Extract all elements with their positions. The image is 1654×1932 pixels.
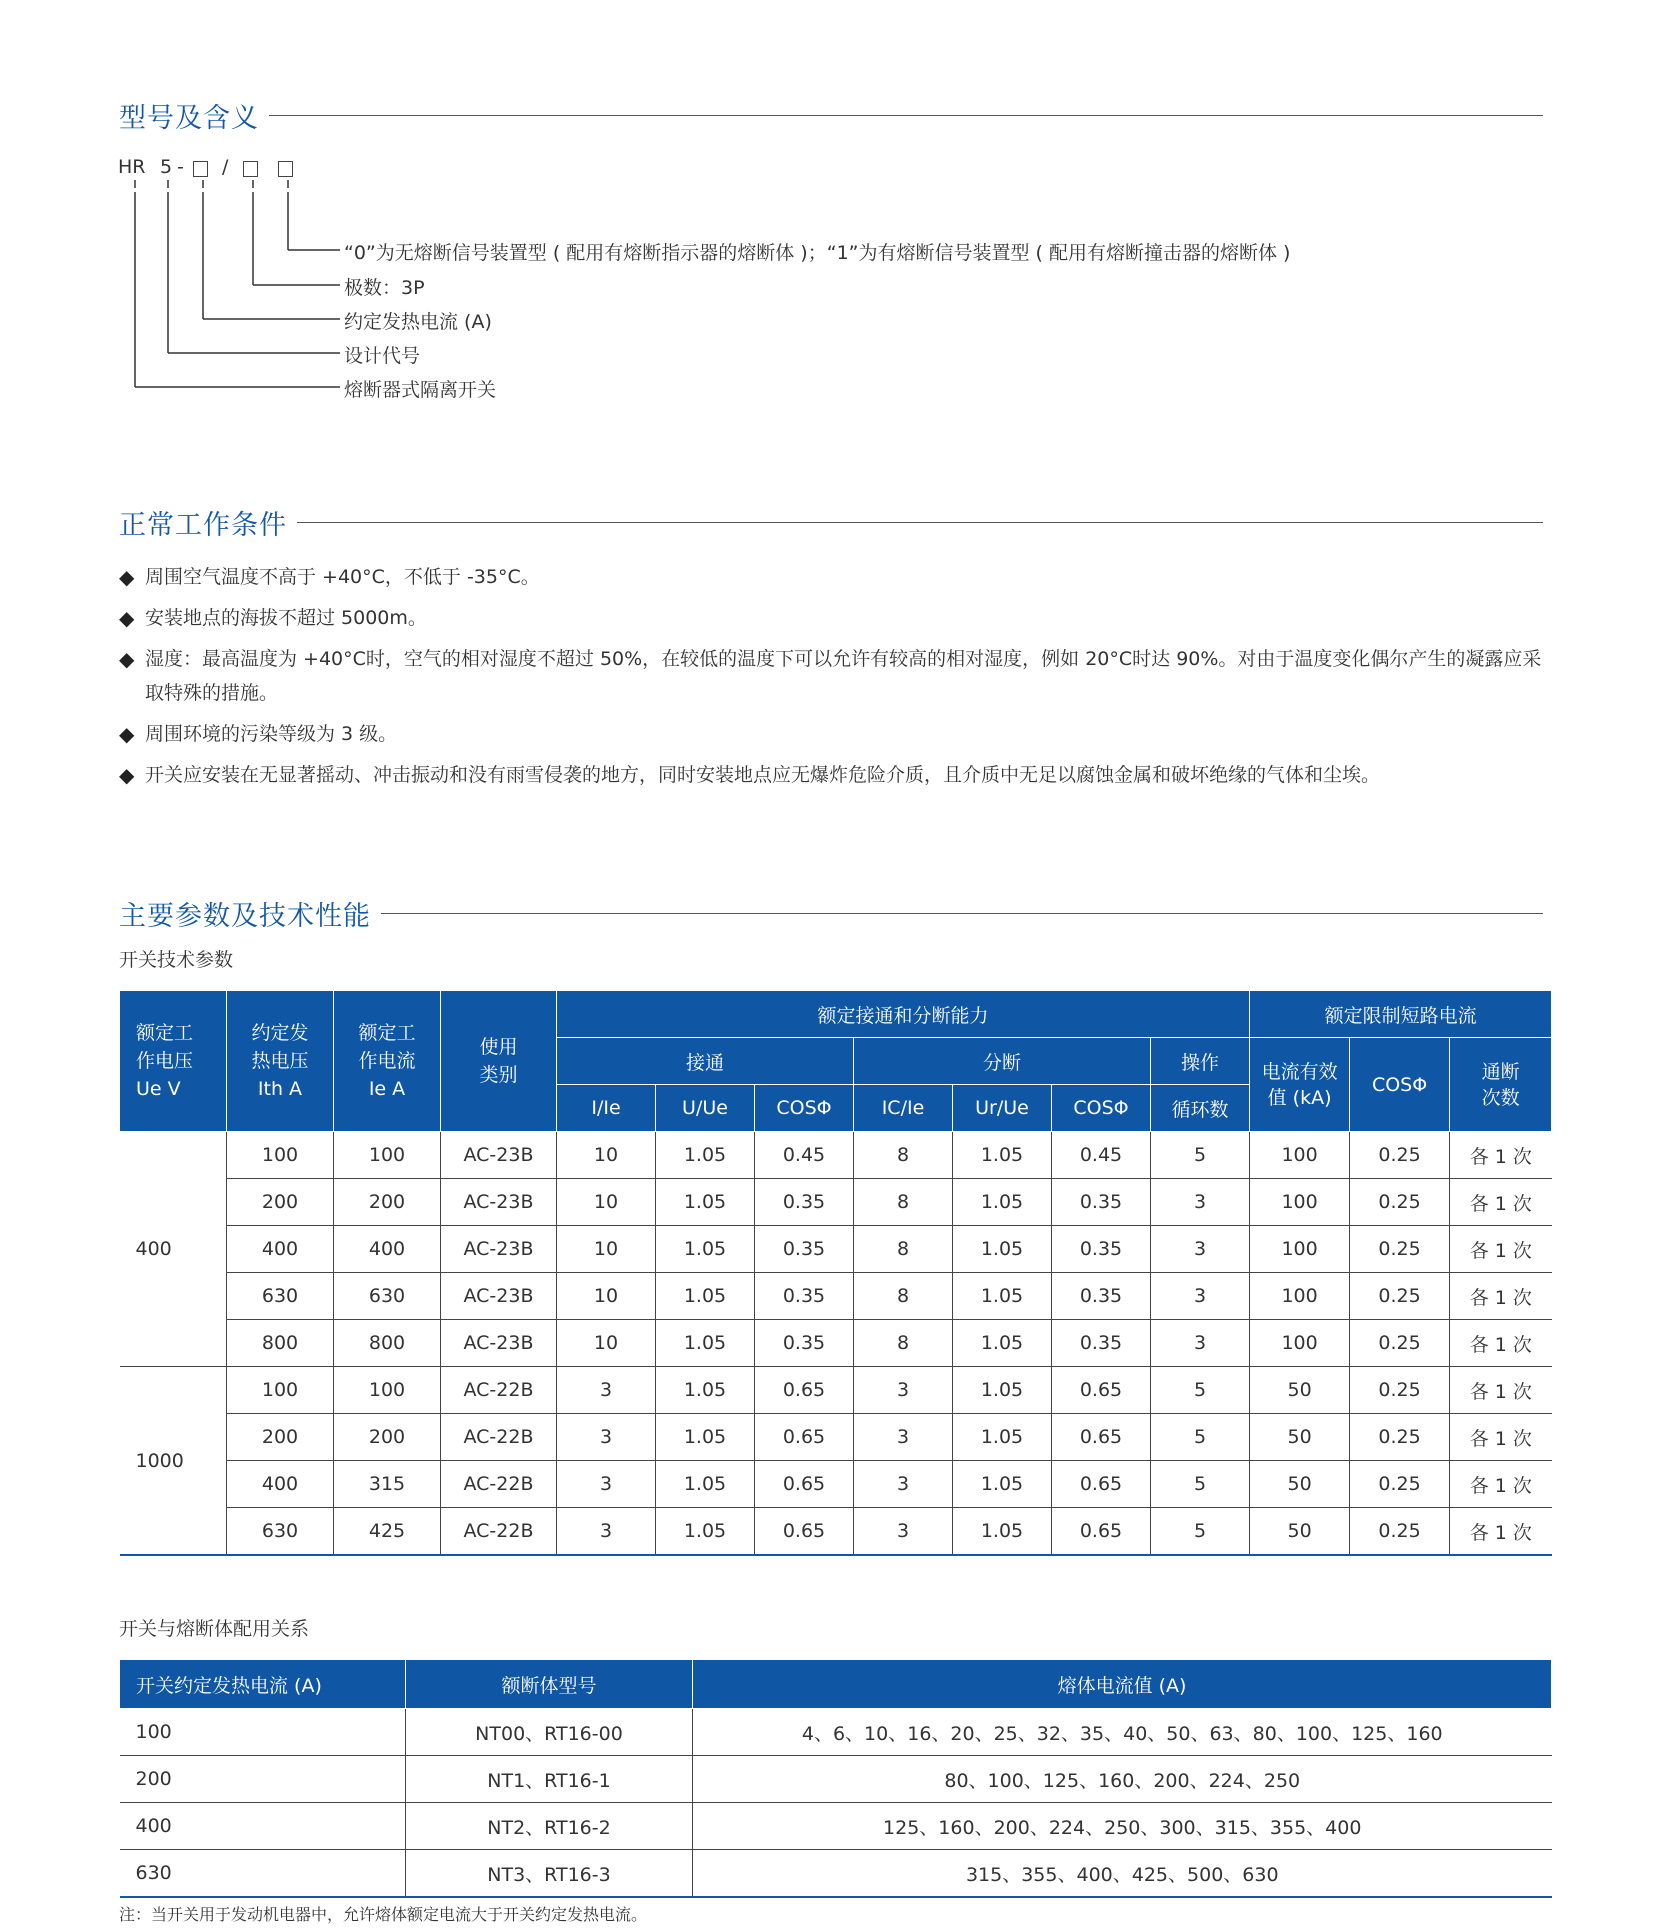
table-cell: 各 1 次 [1450,1367,1552,1414]
meaning-signal: “0”为无熔断信号装置型 ( 配用有熔断指示器的熔断体 )；“1”为有熔断信号装置型 ( 配用有熔断撞击器的熔断体 ) [344,242,1291,264]
table-cell: 各 1 次 [1450,1179,1552,1226]
table-cell: 各 1 次 [1450,1320,1552,1367]
bullet-diamond-icon: ◆ [119,565,135,589]
table-cell: AC-23B [441,1320,557,1367]
th-op: 操作 [1151,1038,1250,1085]
table-cell: 400 [227,1461,334,1508]
table-cell: 1.05 [953,1367,1052,1414]
table-cell: 100 [227,1132,334,1179]
code-five: 5 [160,156,173,178]
bullet-diamond-icon: ◆ [119,722,135,746]
table-cell: 100 [334,1132,441,1179]
th-break: 分断 [854,1038,1151,1085]
table-cell: 1.05 [656,1461,755,1508]
th-i-ie: I/Ie [557,1085,656,1132]
th-capacity: 额定接通和分断能力 [557,991,1250,1038]
table-cell: 1.05 [953,1508,1052,1556]
th-cos-make: COSΦ [755,1085,854,1132]
th-rated-current: 额定工 作电流 Ie A [334,991,441,1132]
table-cell: NT2、RT16-2 [406,1803,693,1850]
table-cell: 100 [1250,1179,1350,1226]
table-cell: 4、6、10、16、20、25、32、35、40、50、63、80、100、125、160 [693,1709,1552,1756]
bullet-diamond-icon: ◆ [119,606,135,630]
th-category: 使用 类别 [441,991,557,1132]
table-cell: 3 [557,1508,656,1556]
th-fuse-values: 熔体电流值 (A) [693,1660,1552,1709]
table-cell: 5 [1151,1508,1250,1556]
table-cell: 200 [120,1756,406,1803]
meaning-current: 约定发热电流 (A) [344,311,492,333]
table-cell: 200 [227,1414,334,1461]
table-cell: 425 [334,1508,441,1556]
table-cell: 1.05 [656,1273,755,1320]
table-cell: 200 [334,1414,441,1461]
table-cell: 0.25 [1350,1179,1450,1226]
table-cell: 5 [1151,1132,1250,1179]
table-cell: 3 [1151,1320,1250,1367]
table-cell: 80、100、125、160、200、224、250 [693,1756,1552,1803]
table2-caption: 开关与熔断体配用关系 [119,1618,310,1640]
fuse-matching-table [119,1659,1552,1898]
table-cell: 0.25 [1350,1226,1450,1273]
table-cell: 1.05 [953,1226,1052,1273]
table-row [120,1508,1552,1556]
table-cell: 3 [854,1461,953,1508]
table-cell: 315 [334,1461,441,1508]
table-cell: 100 [227,1367,334,1414]
table-cell: 630 [120,1850,406,1898]
table-cell: 1.05 [953,1132,1052,1179]
table-row [120,1179,1552,1226]
table-cell: 8 [854,1273,953,1320]
table-cell: 1.05 [953,1320,1052,1367]
table-cell: 125、160、200、224、250、300、315、355、400 [693,1803,1552,1850]
switch-tech-params-table [119,990,1552,1556]
table-cell: 50 [1250,1367,1350,1414]
table-cell: 1.05 [656,1414,755,1461]
table-cell: 0.65 [1052,1508,1151,1556]
table-cell: 5 [1151,1461,1250,1508]
code-slash: / [222,156,229,178]
table-cell: 5 [1151,1414,1250,1461]
table-cell: NT00、RT16-00 [406,1709,693,1756]
table-cell: 630 [227,1273,334,1320]
table-cell: 0.45 [755,1132,854,1179]
table-cell: 3 [854,1414,953,1461]
table-cell: 0.65 [755,1461,854,1508]
table-cell: 630 [227,1508,334,1556]
cell-rated-voltage: 1000 [120,1367,227,1556]
table-cell: 200 [334,1179,441,1226]
meaning-poles: 极数：3P [344,277,425,299]
table-cell: 100 [1250,1273,1350,1320]
code-dash: - [177,156,184,178]
table-cell: 各 1 次 [1450,1461,1552,1508]
th-ur-ue: Ur/Ue [953,1085,1052,1132]
table-cell: AC-23B [441,1179,557,1226]
table-cell: 1.05 [656,1179,755,1226]
table-cell: 0.25 [1350,1132,1450,1179]
cell-rated-voltage: 400 [120,1132,227,1367]
table-cell: AC-22B [441,1461,557,1508]
th-cos: COSΦ [1350,1038,1450,1132]
meaning-switch-type: 熔断器式隔离开关 [344,379,497,401]
table-cell: 0.25 [1350,1273,1450,1320]
condition-item: ◆ 湿度：最高温度为 +40°C时，空气的相对湿度不超过 50%，在较低的温度下可以允许有较高的相对湿度，例如 20°C时达 90%。对由于温度变化偶尔产生的凝露应采取特殊的措施。 [119,642,1549,710]
section-divider [381,913,1543,914]
condition-item: ◆ 开关应安装在无显著摇动、冲击振动和没有雨雪侵袭的地方，同时安装地点应无爆炸危险介质，且介质中无足以腐蚀金属和破坏绝缘的气体和尘埃。 [119,758,1549,792]
table-cell: 8 [854,1132,953,1179]
table-cell: 1.05 [656,1367,755,1414]
table-cell: 8 [854,1226,953,1273]
th-u-ue: U/Ue [656,1085,755,1132]
table-cell: 400 [227,1226,334,1273]
table-cell: 8 [854,1320,953,1367]
table-cell: 0.25 [1350,1414,1450,1461]
table-cell: 3 [557,1367,656,1414]
table-cell: 10 [557,1179,656,1226]
table-cell: 0.65 [755,1414,854,1461]
table-row [120,1320,1552,1367]
table-cell: 各 1 次 [1450,1132,1552,1179]
condition-item: ◆ 安装地点的海拔不超过 5000m。 [119,601,1549,635]
model-code-tree [0,0,1654,420]
th-ka: 电流有效 值 (kA) [1250,1038,1350,1132]
table-cell: 0.65 [1052,1461,1151,1508]
table-row [120,1850,1552,1898]
table-cell: 0.65 [1052,1414,1151,1461]
table-cell: 0.25 [1350,1508,1450,1556]
table-cell: 100 [334,1367,441,1414]
th-make: 接通 [557,1038,854,1085]
section-title: 型号及含义 [119,103,259,134]
table-cell: AC-22B [441,1508,557,1556]
table-cell: AC-23B [441,1273,557,1320]
table-cell: 各 1 次 [1450,1226,1552,1273]
conditions-list [119,560,1549,792]
th-ic-ie: IC/Ie [854,1085,953,1132]
table-row [120,1461,1552,1508]
table-cell: 3 [1151,1273,1250,1320]
table-cell: 800 [227,1320,334,1367]
section-divider [297,522,1543,523]
table-cell: 400 [334,1226,441,1273]
table-cell: 100 [1250,1226,1350,1273]
condition-item: ◆ 周围环境的污染等级为 3 级。 [119,717,1549,751]
table-cell: 各 1 次 [1450,1273,1552,1320]
table-row [120,1414,1552,1461]
th-switch-current: 开关约定发热电流 (A) [120,1660,406,1709]
table-cell: NT3、RT16-3 [406,1850,693,1898]
section-title: 主要参数及技术性能 [119,901,371,932]
table-cell: 10 [557,1132,656,1179]
th-fuse-model: 额断体型号 [406,1660,693,1709]
table-cell: NT1、RT16-1 [406,1756,693,1803]
table-cell: 0.35 [755,1273,854,1320]
table-cell: 1.05 [656,1320,755,1367]
table-cell: 0.25 [1350,1367,1450,1414]
table-cell: AC-22B [441,1414,557,1461]
table-cell: 各 1 次 [1450,1508,1552,1556]
table-cell: 1.05 [656,1508,755,1556]
table-row [120,1226,1552,1273]
table-cell: 3 [854,1367,953,1414]
meaning-design-code: 设计代号 [344,345,421,367]
table-cell: 100 [120,1709,406,1756]
table-row [120,1273,1552,1320]
table-row [120,1756,1552,1803]
table-cell: AC-23B [441,1132,557,1179]
table-cell: 1.05 [953,1179,1052,1226]
th-cos-break: COSΦ [1052,1085,1151,1132]
table-cell: 0.45 [1052,1132,1151,1179]
th-cycles: 循环数 [1151,1085,1250,1132]
table-cell: 8 [854,1179,953,1226]
table-cell: 50 [1250,1508,1350,1556]
table-cell: 100 [1250,1132,1350,1179]
table-cell: 630 [334,1273,441,1320]
bullet-diamond-icon: ◆ [119,763,135,787]
table-cell: 0.35 [1052,1273,1151,1320]
table-cell: 400 [120,1803,406,1850]
th-thermal: 约定发 热电压 Ith A [227,991,334,1132]
th-times: 通断 次数 [1450,1038,1552,1132]
table-cell: 0.25 [1350,1320,1450,1367]
table-cell: 0.65 [1052,1367,1151,1414]
table-cell: 800 [334,1320,441,1367]
table-cell: 315、355、400、425、500、630 [693,1850,1552,1898]
table-cell: 50 [1250,1414,1350,1461]
bullet-diamond-icon: ◆ [119,647,135,671]
table-cell: 各 1 次 [1450,1414,1552,1461]
table-cell: 3 [557,1461,656,1508]
table-cell: 1.05 [953,1414,1052,1461]
table1-caption: 开关技术参数 [119,949,234,971]
th-rated-voltage: 额定工 作电压 Ue V [120,991,227,1132]
table-cell: 50 [1250,1461,1350,1508]
table-cell: AC-23B [441,1226,557,1273]
section-title: 正常工作条件 [119,510,287,541]
table-row [120,1709,1552,1756]
table-cell: 1.05 [656,1226,755,1273]
table-cell: 3 [1151,1226,1250,1273]
table-cell: 1.05 [953,1273,1052,1320]
table-cell: 0.35 [755,1179,854,1226]
table-row [120,1367,1552,1414]
table-cell: 3 [557,1414,656,1461]
table-cell: 10 [557,1320,656,1367]
code-hr: HR [118,156,146,178]
section-params-header [119,894,1543,933]
table-cell: 3 [854,1508,953,1556]
table-cell: 10 [557,1226,656,1273]
footnote: 注：当开关用于发动机电器中，允许熔体额定电流大于开关约定发热电流。 [119,1905,648,1924]
table-cell: 0.25 [1350,1461,1450,1508]
table-cell: AC-22B [441,1367,557,1414]
table-cell: 200 [227,1179,334,1226]
section-conditions-header [119,503,1543,542]
table-cell: 10 [557,1273,656,1320]
table-row [120,1803,1552,1850]
table-cell: 100 [1250,1320,1350,1367]
table-cell: 0.35 [755,1320,854,1367]
table-cell: 0.65 [755,1508,854,1556]
table-cell: 0.35 [1052,1179,1151,1226]
table-cell: 5 [1151,1367,1250,1414]
condition-item: ◆ 周围空气温度不高于 +40°C，不低于 -35°C。 [119,560,1549,594]
table-row [120,1132,1552,1179]
table-cell: 0.65 [755,1367,854,1414]
table-cell: 0.35 [1052,1226,1151,1273]
th-limit: 额定限制短路电流 [1250,991,1552,1038]
table-cell: 0.35 [755,1226,854,1273]
table-cell: 0.35 [1052,1320,1151,1367]
table-cell: 3 [1151,1179,1250,1226]
table-cell: 1.05 [953,1461,1052,1508]
table-cell: 1.05 [656,1132,755,1179]
